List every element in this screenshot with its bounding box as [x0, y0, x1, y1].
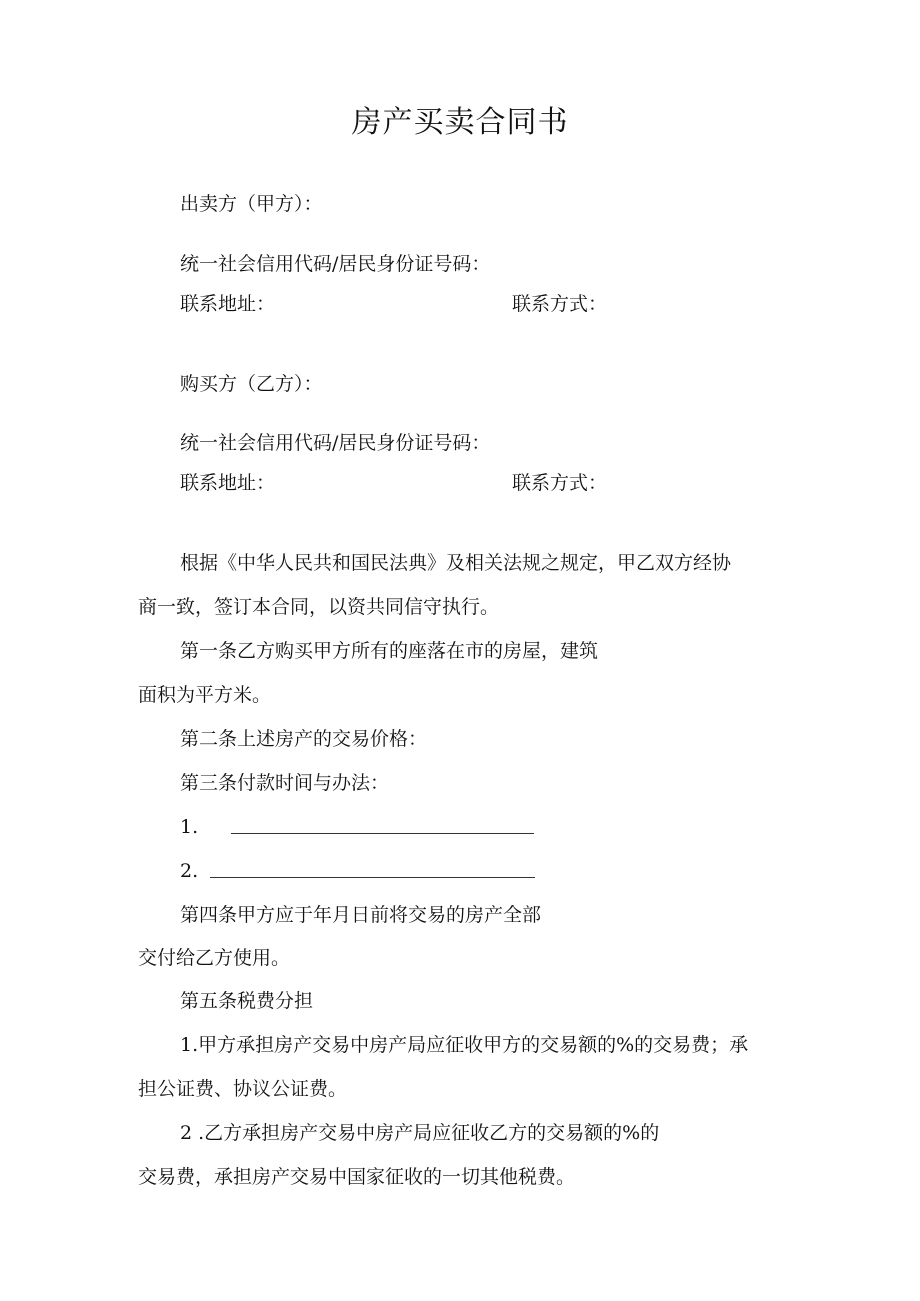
buyer-label: 购买方（乙方）：: [180, 373, 323, 395]
article-4-line-1: 第四条甲方应于年月日前将交易的房产全部: [180, 904, 542, 926]
article-5-item-2-line-1: 2 .乙方承担房产交易中房产局应征收乙方的交易额的%的: [180, 1122, 660, 1144]
buyer-address-label: 联系地址：: [180, 472, 276, 494]
article-3-item-2-number: 2.: [180, 860, 199, 882]
seller-label: 出卖方（甲方）：: [180, 193, 323, 215]
seller-address-label: 联系地址：: [180, 293, 276, 315]
article-5-item-1-line-2: 担公证费、协议公证费。: [138, 1078, 348, 1100]
page-title: 房产买卖合同书: [351, 105, 569, 140]
article-3-item-1-blank-line: [231, 833, 534, 834]
article-2: 第二条上述房产的交易价格：: [180, 728, 428, 750]
seller-id-label: 统一社会信用代码/居民身份证号码：: [180, 253, 491, 275]
seller-contact-label: 联系方式：: [512, 293, 608, 315]
article-5-label: 第五条税费分担: [180, 990, 314, 1012]
preamble-line-2: 商一致，签订本合同，以资共同信守执行。: [138, 596, 500, 618]
article-3-item-2-blank-line: [210, 877, 535, 878]
article-4-line-2: 交付给乙方使用。: [138, 947, 291, 969]
buyer-id-label: 统一社会信用代码/居民身份证号码：: [180, 432, 491, 454]
article-1-line-1: 第一条乙方购买甲方所有的座落在市的房屋，建筑: [180, 640, 599, 662]
article-3-label: 第三条付款时间与办法：: [180, 772, 390, 794]
article-1-line-2: 面积为平方米。: [138, 684, 272, 706]
buyer-contact-label: 联系方式：: [512, 472, 608, 494]
preamble-line-1: 根据《中华人民共和国民法典》及相关法规之规定，甲乙双方经协: [180, 552, 732, 574]
article-5-item-1-line-1: 1.甲方承担房产交易中房产局应征收甲方的交易额的%的交易费；承: [180, 1034, 749, 1056]
article-5-item-2-line-2: 交易费，承担房产交易中国家征收的一切其他税费。: [138, 1166, 576, 1188]
article-3-item-1-number: 1.: [180, 816, 199, 838]
